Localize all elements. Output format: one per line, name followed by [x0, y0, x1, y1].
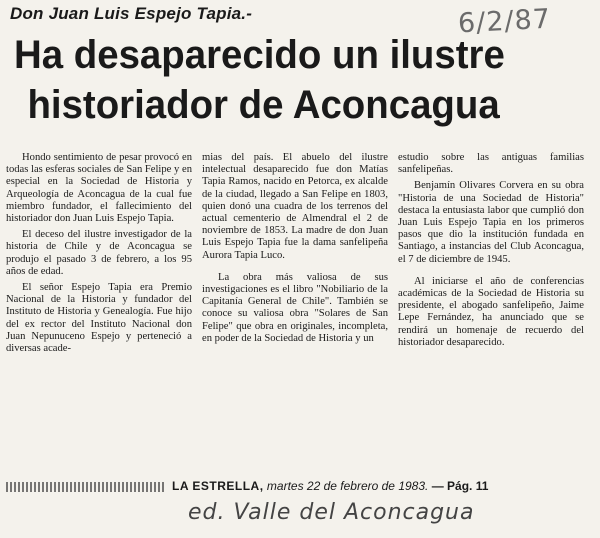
footer: [172, 479, 488, 493]
newspaper-name: LA ESTRELLA,: [172, 479, 264, 493]
article-body: [6, 152, 584, 482]
handwritten-date: 6/2/87: [457, 3, 552, 40]
paragraph: estudio sobre las antiguas familias sanfelipeñas.: [398, 152, 584, 176]
paragraph: Hondo sentimiento de pesar provocó en todas las esferas sociales de San Felipe y en especial en la Sociedad de Historia y Arqueología de Aconcagua de la cual fue miembro fundador, el fallecimiento del historiador don Juan Luis Espejo Tapia.: [6, 152, 192, 225]
column-1: [6, 152, 192, 482]
kicker: Don Juan Luis Espejo Tapia.-: [10, 4, 253, 23]
paragraph: Al iniciarse el año de conferencias académicas de la Sociedad de Historia su presidente, el abogado sanfelipeño, Jaime Lepe Fernández, ha anunciado que se rendirá un homenaje de recuerdo del historiador desaparecido.: [398, 275, 584, 348]
page-number: — Pág. 11: [431, 479, 489, 493]
headline-line-1: Ha desaparecido un ilustre: [14, 33, 505, 77]
column-3: [398, 152, 584, 482]
publication-date: martes 22 de febrero de 1983.: [266, 479, 429, 493]
paragraph: Benjamín Olivares Corvera en su obra "Historia de una Sociedad de Historia" destaca la entusiasta labor que cumplió don Juan Luis Espejo Tapia en los primeros pasos que dio la institución fundada en Santiago, a instancias del Club Aconcagua, el 7 de diciembre de 1945.: [398, 180, 584, 265]
handwritten-source-note: ed. Valle del Aconcagua: [188, 500, 475, 525]
paragraph: El señor Espejo Tapia era Premio Nacional de la Historia y fundador del Instituto de Historia y Genealogía. Fue hijo del ex rector del Instituto Nacional don Juan Nepunuceno Espejo y perteneció a diversas acade-: [6, 282, 192, 355]
headline-line-2: historiador de Aconcagua: [27, 83, 500, 127]
footer-rule: [6, 482, 166, 492]
column-2: [202, 152, 388, 482]
paragraph: El deceso del ilustre investigador de la historia de Chile y de Aconcagua se produjo el pasado 3 de febrero, a los 95 años de edad.: [6, 229, 192, 277]
paragraph: mias del país. El abuelo del ilustre intelectual desaparecido fue don Matías Tapia Ramos, nacido en Petorca, ex alcalde de la ciudad, llegado a San Felipe en 1803, quien donó una cuadra de los terrenos del actual cementerio de Almendral el 2 de noviembre de 1853. La madre de don Juan Luis Espejo Tapia fue la dama sanfelipeña Aurora Tapia Luco.: [202, 152, 388, 261]
headline: [14, 30, 552, 130]
paragraph: La obra más valiosa de sus investigaciones es el libro "Nobiliario de la Capitanía General de Chile". También se conoce su valiosa obra "Solares de San Felipe" que obra en originales, incompleta, en poder de la Sociedad de Historia y un: [202, 271, 388, 344]
